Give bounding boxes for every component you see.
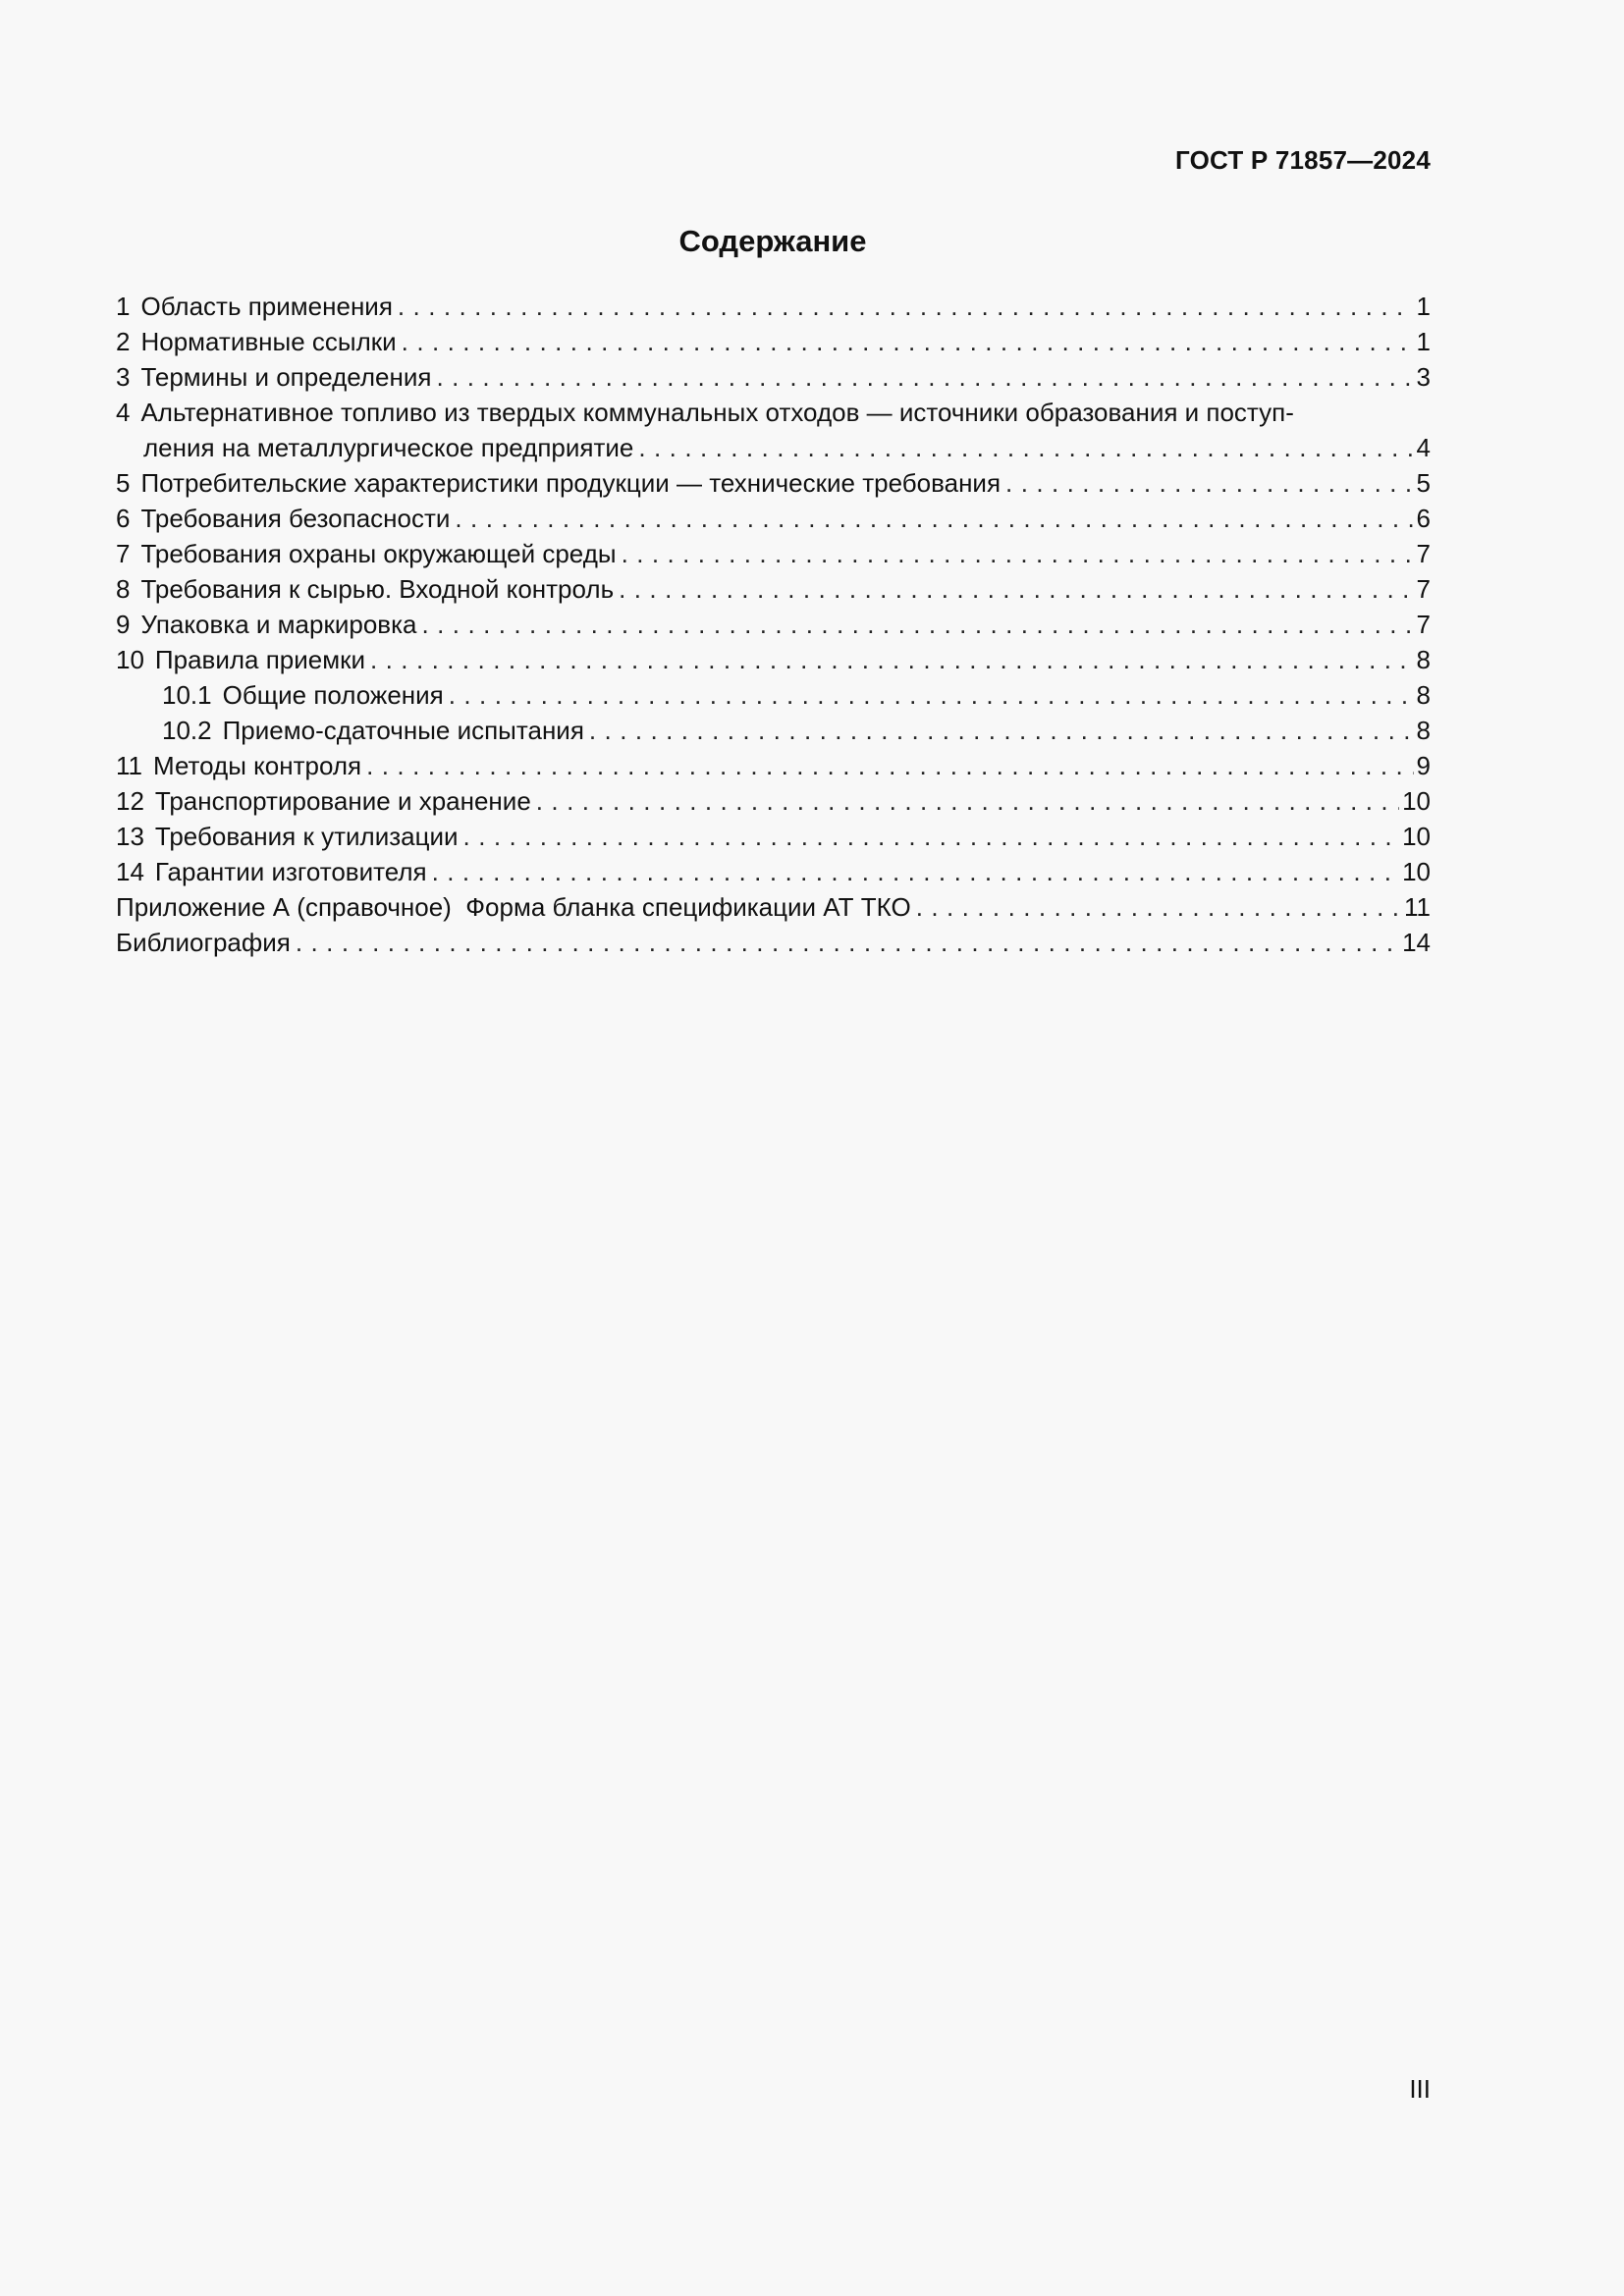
toc-entry-title: Термины и определения xyxy=(140,362,432,392)
toc-entry-page: 1 xyxy=(1416,292,1431,321)
toc-entry-page: 4 xyxy=(1416,433,1431,462)
toc-entry-bibliography[interactable] xyxy=(116,925,1431,960)
toc-entry-page: 14 xyxy=(1402,928,1431,957)
toc-leader-dots xyxy=(402,324,1414,359)
toc-entry-page: 11 xyxy=(1404,892,1431,922)
toc-entry[interactable] xyxy=(116,359,1431,395)
toc-leader-dots xyxy=(296,925,1399,960)
toc-entry-number: 7 xyxy=(116,539,131,568)
toc-entry-number: 13 xyxy=(116,822,144,851)
toc-entry-page: 8 xyxy=(1416,680,1431,710)
toc-entry-continuation[interactable] xyxy=(116,430,1431,465)
toc-entry-appendix[interactable] xyxy=(116,889,1431,925)
toc-leader-dots xyxy=(463,819,1400,854)
toc-leader-dots xyxy=(536,783,1399,819)
toc-entry-page: 7 xyxy=(1416,539,1431,568)
toc-leader-dots xyxy=(366,748,1413,783)
toc-entry-title: Альтернативное топливо из твердых коммунальных отходов — источники образования и поступ- xyxy=(140,398,1294,427)
toc-entry-number: 10 xyxy=(116,645,144,674)
toc-entry-number: 2 xyxy=(116,327,131,356)
toc-entry-page: 10 xyxy=(1402,822,1431,851)
toc-entry[interactable] xyxy=(116,607,1431,642)
toc-entry-page: 3 xyxy=(1416,362,1431,392)
toc-entry-title: Область применения xyxy=(140,292,393,321)
toc-entry[interactable] xyxy=(116,289,1431,324)
toc-entry-number: 10.1 xyxy=(162,680,212,710)
toc-entry-title: Потребительские характеристики продукции — технические требования xyxy=(140,468,1001,498)
toc-entry[interactable] xyxy=(116,642,1431,677)
toc-entry-number: 10.2 xyxy=(162,716,212,745)
toc-entry-page: 8 xyxy=(1416,716,1431,745)
toc-leader-dots xyxy=(370,642,1414,677)
toc-leader-dots xyxy=(638,430,1413,465)
toc-entry-title: Транспортирование и хранение xyxy=(154,786,531,816)
toc-entry-title: Библиография xyxy=(116,928,291,957)
toc-entry-page: 1 xyxy=(1416,327,1431,356)
toc-entry-title: Приложение А (справочное) Форма бланка спецификации АТ ТКО xyxy=(116,892,911,922)
toc-title: Содержание xyxy=(678,224,867,258)
toc-entry-number: 12 xyxy=(116,786,144,816)
toc-entry-page: 10 xyxy=(1402,857,1431,886)
toc-entry[interactable] xyxy=(116,571,1431,607)
toc-entry-number: 3 xyxy=(116,362,131,392)
toc-leader-dots xyxy=(1005,465,1413,501)
page-number: III xyxy=(1409,2074,1431,2104)
table-of-contents xyxy=(116,289,1431,960)
toc-entry-title: Приемо-сдаточные испытания xyxy=(222,716,584,745)
toc-entry[interactable] xyxy=(116,465,1431,501)
toc-entry-number: 8 xyxy=(116,574,131,604)
toc-leader-dots xyxy=(436,359,1413,395)
toc-entry[interactable] xyxy=(116,854,1431,889)
toc-leader-dots xyxy=(398,289,1414,324)
toc-entry[interactable] xyxy=(116,819,1431,854)
toc-leader-dots xyxy=(449,677,1414,713)
toc-entry-number: 5 xyxy=(116,468,131,498)
toc-entry[interactable] xyxy=(116,395,1431,430)
toc-entry-page: 10 xyxy=(1402,786,1431,816)
toc-entry-title: Методы контроля xyxy=(153,751,362,780)
toc-leader-dots xyxy=(619,571,1413,607)
toc-entry-number: 4 xyxy=(116,398,131,427)
toc-leader-dots xyxy=(589,713,1414,748)
toc-entry-title: Требования охраны окружающей среды xyxy=(140,539,617,568)
toc-entry-page: 9 xyxy=(1416,751,1431,780)
toc-entry-page: 6 xyxy=(1416,504,1431,533)
toc-entry-title: Требования к сырью. Входной контроль xyxy=(140,574,615,604)
toc-subentry[interactable] xyxy=(116,677,1431,713)
toc-leader-dots xyxy=(455,501,1413,536)
toc-entry[interactable] xyxy=(116,324,1431,359)
document-code: ГОСТ Р 71857—2024 xyxy=(1175,145,1431,175)
toc-subentry[interactable] xyxy=(116,713,1431,748)
toc-leader-dots xyxy=(422,607,1414,642)
toc-leader-dots xyxy=(622,536,1414,571)
toc-leader-dots xyxy=(432,854,1400,889)
toc-entry-title-continuation: ления на металлургическое предприятие xyxy=(143,433,634,462)
toc-entry-title: Общие положения xyxy=(222,680,444,710)
toc-entry-title: Требования к утилизации xyxy=(154,822,459,851)
toc-entry-number: 1 xyxy=(116,292,131,321)
toc-entry[interactable] xyxy=(116,783,1431,819)
toc-entry-number: 9 xyxy=(116,610,131,639)
toc-entry-title: Гарантии изготовителя xyxy=(154,857,427,886)
toc-entry[interactable] xyxy=(116,501,1431,536)
toc-entry-number: 6 xyxy=(116,504,131,533)
toc-entry-title: Упаковка и маркировка xyxy=(140,610,417,639)
toc-entry-page: 5 xyxy=(1416,468,1431,498)
toc-entry-title: Правила приемки xyxy=(154,645,366,674)
toc-leader-dots xyxy=(916,889,1401,925)
toc-entry[interactable] xyxy=(116,748,1431,783)
toc-entry-title: Нормативные ссылки xyxy=(140,327,397,356)
toc-entry-number: 11 xyxy=(116,751,142,780)
toc-entry-page: 8 xyxy=(1416,645,1431,674)
toc-entry-number: 14 xyxy=(116,857,144,886)
toc-entry-page: 7 xyxy=(1416,574,1431,604)
toc-entry-title: Требования безопасности xyxy=(140,504,451,533)
toc-entry[interactable] xyxy=(116,536,1431,571)
toc-entry-page: 7 xyxy=(1416,610,1431,639)
